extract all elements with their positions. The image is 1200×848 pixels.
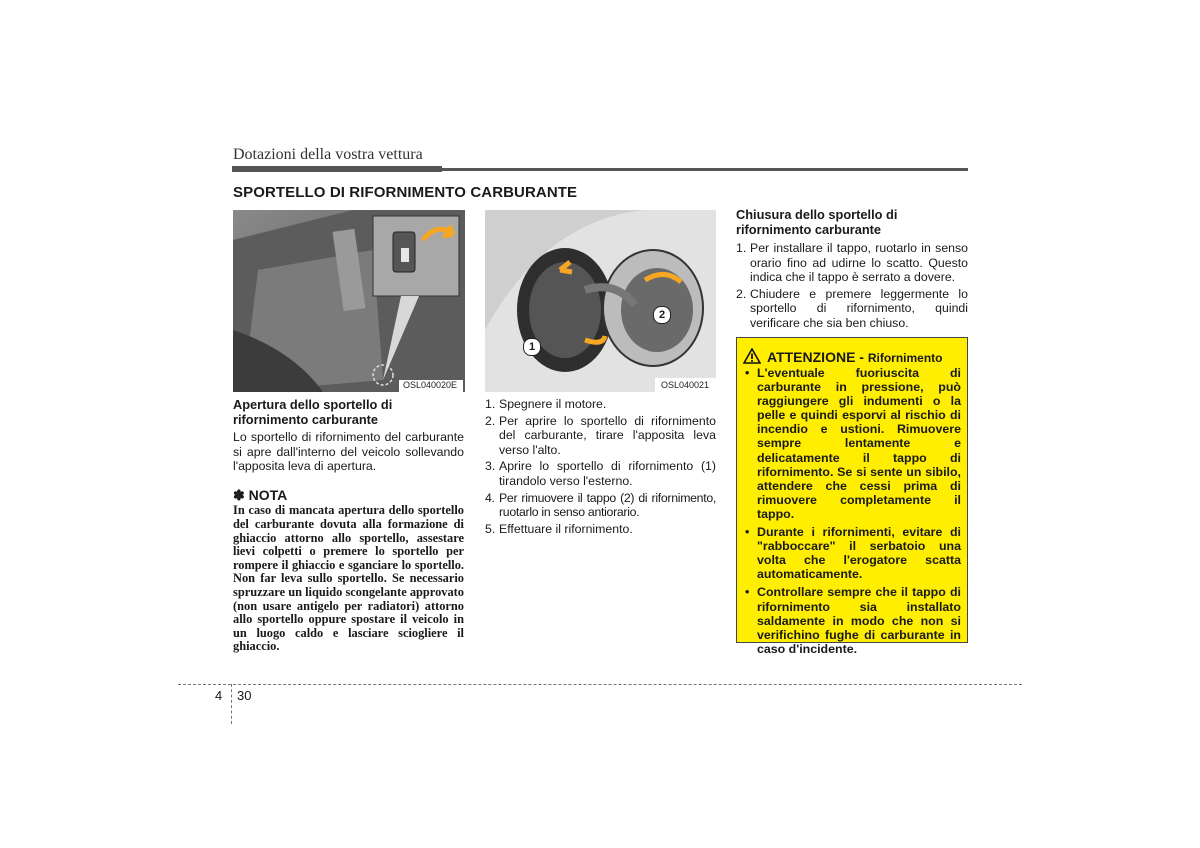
opening-steps-list [485,397,716,536]
step-text: Per installare il tappo, ruotarlo in senso orario fino ad udirne lo scatto. Questo indica che il tappo è serrato a dovere. [750,241,968,285]
nota-title: ✽ NOTA [233,486,288,503]
warning-title [743,348,943,365]
warning-title-text: ATTENZIONE - [767,349,868,365]
step-number: 2. [485,413,496,428]
callout-1-label: 1 [528,341,536,353]
callout-2-badge [653,306,671,324]
step-number: 1. [485,397,496,411]
warning-item-text: L'eventuale fuoriuscita di carburante in pressione, può raggiungere gli indumenti o la pelle e quindi esporvi al rischio di incendio e ustioni. Rimuovere sempre lentamente e delicatamente il tappo di rifornimento. Se si sente un sibilo, attendere che cessi prima di rimuovere completamente il tappo. [757,366,961,521]
chapter-number: 4 [215,688,223,703]
fuel-door-lever-photo [233,210,465,392]
opening-body: Lo sportello di rifornimento del carburante si apre dall'interno del veicolo sollevando l'apposita leva di apertura. [233,430,464,474]
header-rule [232,168,968,171]
list-item: • Controllare sempre che il tappo di rifornimento sia installato saldamente in modo che non si verifichino fughe di carburante in caso d'incidente. [745,585,961,656]
step-text: Per rimuovere il tappo (2) di rifornimento, ruotarlo in senso antiorario. [499,490,716,520]
step-number: 2. [736,286,747,301]
fuel-cap-photo [485,210,716,392]
step-number: 3. [485,459,496,474]
list-item: • L'eventuale fuoriuscita di carburante in pressione, può raggiungere gli indumenti o la pelle e quindi esporvi al rischio di incendio e ustioni. Rimuovere sempre lentamente e delicatamente il tappo di rifornimento. Se si sente un sibilo, attendere che cessi prima di rimuovere completamente il tappo. [745,366,961,521]
right-column [736,207,968,333]
closing-steps-list [736,241,968,331]
list-item [736,241,968,285]
middle-figure-caption: OSL040021 [661,380,710,390]
warning-triangle-icon [743,348,761,364]
running-header: Dotazioni della vostra vettura [233,146,423,163]
page-number: 30 [237,688,252,703]
nota-body: In caso di mancata apertura dello sportello del carburante dovuta alla formazione di ghiaccio attorno allo sportello, assestare lievi colpetti o premere lo sportello per rompere il ghiaccio e sganciare lo sportello. Non far leva sullo sportello. Se necessario spruzzare un liquido scongelante approvato (non usare antigelo per radiatori) attorno allo sportello oppure spostare il veicolo in un luogo caldo e lasciare sciogliere il ghiaccio. [233,503,464,654]
warning-subtitle: Rifornimento [867,351,943,365]
middle-column [485,397,716,538]
step-text: Aprire lo sportello di rifornimento (1) tirandolo verso l'esterno. [499,459,716,488]
step-text: Per aprire lo sportello di rifornimento del carburante, tirare l'apposita leva verso l'alto. [499,413,716,457]
left-figure-caption: OSL040020E [403,380,458,390]
list-item [485,397,716,412]
step-number: 1. [736,241,747,255]
step-text: Effettuare il rifornimento. [499,521,633,536]
list-item [485,522,716,537]
footer-rule [178,684,1022,685]
step-text: Chiudere e premere leggermente lo sportello di rifornimento, quindi verificare che sia ben chiuso. [750,286,968,330]
footer-divider [231,684,232,724]
left-column [233,397,464,654]
step-number: 4. [485,490,495,505]
list-item: • Durante i rifornimenti, evitare di "rabboccare" il serbatoio una volta che l'erogatore scatta automaticamente. [745,525,961,582]
callout-1-badge [523,338,541,356]
warning-item-text: Controllare sempre che il tappo di rifornimento sia installato saldamente in modo che non si verifichino fughe di carburante in caso d'incidente. [757,585,961,656]
opening-heading: Apertura dello sportello di rifornimento carburante [233,397,393,427]
step-text: Spegnere il motore. [499,397,607,411]
warning-box [736,337,968,656]
list-item [736,287,968,331]
list-item [485,414,716,458]
list-item [485,491,716,520]
step-number: 5. [485,521,496,536]
section-title: SPORTELLO DI RIFORNIMENTO CARBURANTE [233,184,578,201]
closing-heading: Chiusura dello sportello di rifornimento carburante [736,207,898,237]
list-item [485,459,716,488]
callout-2-label: 2 [658,309,666,321]
warning-list [741,366,961,660]
warning-item-text: Durante i rifornimenti, evitare di "rabboccare" il serbatoio una volta che l'erogatore scatta automaticamente. [757,525,961,582]
